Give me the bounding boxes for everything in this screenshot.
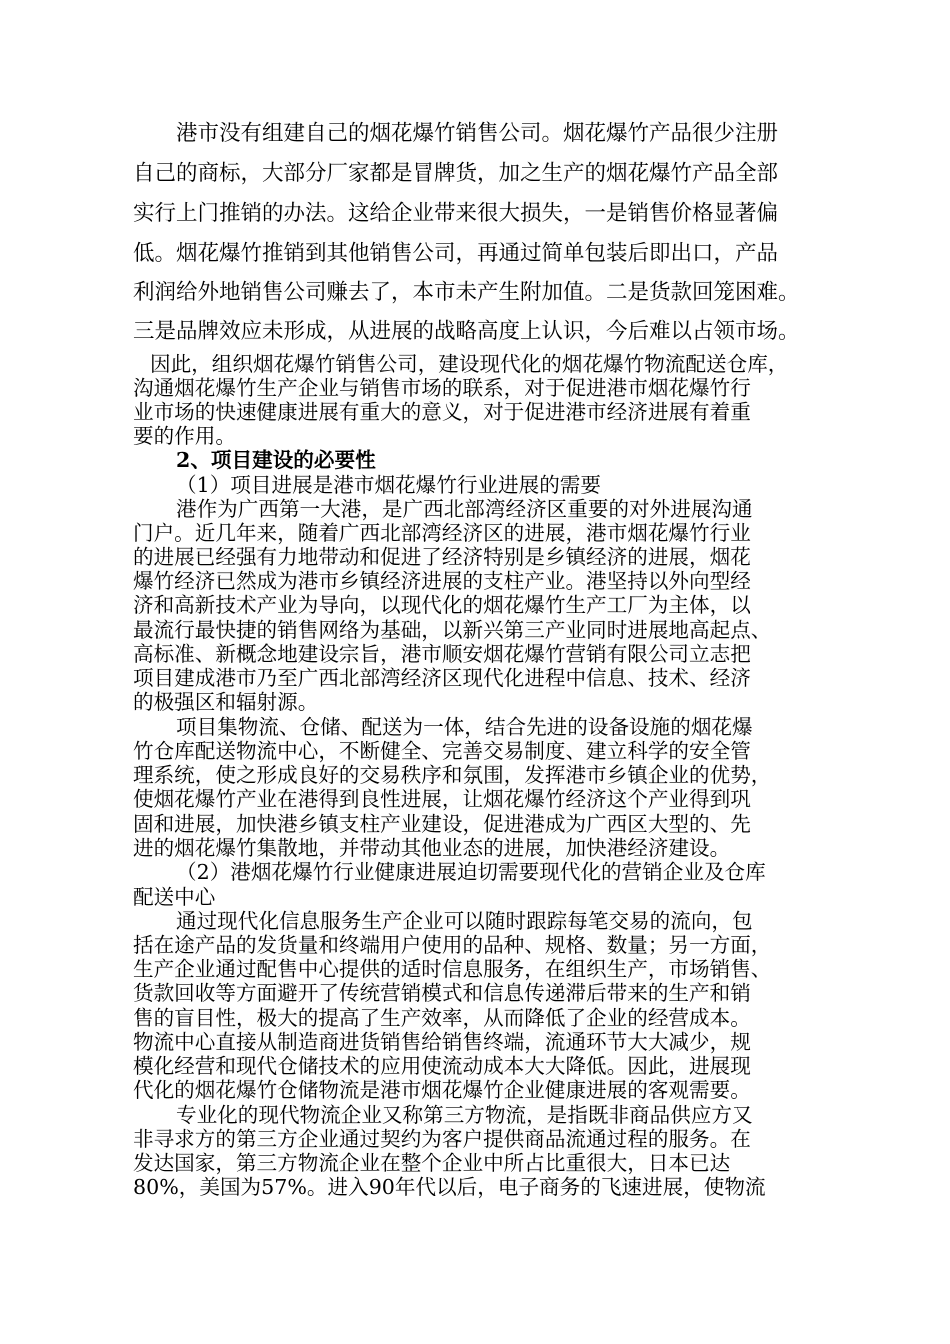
text-line: 三是品牌效应未形成，从进展的战略高度上认识，今后难以占领市场。 bbox=[133, 319, 800, 344]
text-line: 项目集物流、仓储、配送为一体，结合先进的设备设施的烟花爆 bbox=[176, 715, 753, 739]
text-line: 实行上门推销的办法。这给企业带来很大损失，一是销售价格显著偏 bbox=[133, 201, 779, 226]
text-line: 80%，美国为57%。进入90年代以后，电子商务的飞速进展，使物流 bbox=[133, 1175, 766, 1199]
text-line: 的进展已经强有力地带动和促进了经济特别是乡镇经济的进展，烟花 bbox=[133, 545, 751, 569]
text-line: 固和进展，加快港乡镇支柱产业建设，促进港成为广西区大型的、先 bbox=[133, 812, 751, 836]
text-line: 发达国家，第三方物流企业在整个企业中所占比重很大，日本已达 bbox=[133, 1151, 731, 1175]
text-line: 门户。近几年来，随着广西北部湾经济区的进展，港市烟花爆竹行业 bbox=[133, 521, 751, 545]
text-line: 的极强区和辐射源。 bbox=[133, 690, 319, 714]
text-line: 括在途产品的发货量和终端用户使用的品种、规格、数量；另一方面， bbox=[133, 933, 772, 957]
text-line: 理系统，使之形成良好的交易秩序和氛围，发挥港市乡镇企业的优势， bbox=[133, 763, 772, 787]
text-line: 竹仓库配送物流中心，不断健全、完善交易制度、建立科学的安全管 bbox=[133, 739, 751, 763]
text-line: 售的盲目性，极大的提高了生产效率，从而降低了企业的经营成本。 bbox=[133, 1006, 751, 1030]
text-line: 进的烟花爆竹集散地，并带动其他业态的进展，加快港经济建设。 bbox=[133, 836, 731, 860]
text-line: 货款回收等方面避开了传统营销模式和信息传递滞后带来的生产和销 bbox=[133, 981, 751, 1005]
text-line: 爆竹经济已然成为港市乡镇经济进展的支柱产业。港坚持以外向型经 bbox=[133, 569, 751, 593]
text-line: 代化的烟花爆竹仓储物流是港市烟花爆竹企业健康进展的客观需要。 bbox=[133, 1078, 751, 1102]
text-line: 通过现代化信息服务生产企业可以随时跟踪每笔交易的流向，包 bbox=[176, 909, 753, 933]
text-line: 因此，组织烟花爆竹销售公司，建设现代化的烟花爆竹物流配送仓库， bbox=[150, 352, 789, 376]
text-line: 项目建成港市乃至广西北部湾经济区现代化进程中信息、技术、经济 bbox=[133, 666, 751, 690]
text-line: （2）港烟花爆竹行业健康进展迫切需要现代化的营销企业及仓库 bbox=[176, 860, 766, 884]
text-line: 港作为广西第一大港，是广西北部湾经济区重要的对外进展沟通 bbox=[176, 497, 753, 521]
text-line: 使烟花爆竹产业在港得到良性进展，让烟花爆竹经济这个产业得到巩 bbox=[133, 787, 751, 811]
text-line: 专业化的现代物流企业又称第三方物流，是指既非商品供应方又 bbox=[176, 1103, 753, 1127]
text-line: 非寻求方的第三方企业通过契约为客户提供商品流通过程的服务。在 bbox=[133, 1127, 751, 1151]
text-line: 港市没有组建自己的烟花爆竹销售公司。烟花爆竹产品很少注册 bbox=[176, 121, 779, 146]
subsection-heading: （1）项目进展是港市烟花爆竹行业进展的需要 bbox=[176, 473, 601, 497]
text-line: 自己的商标，大部分厂家都是冒牌货，加之生产的烟花爆竹产品全部 bbox=[133, 161, 779, 186]
section-heading: 2、项目建设的必要性 bbox=[176, 448, 376, 472]
text-line: 利润给外地销售公司赚去了，本市未产生附加值。二是货款回笼困难。 bbox=[133, 280, 800, 305]
text-line: 配送中心 bbox=[133, 885, 216, 909]
text-line: 物流中心直接从制造商进货销售给销售终端，流通环节大大减少，规 bbox=[133, 1030, 751, 1054]
text-line: 业市场的快速健康进展有重大的意义，对于促进港市经济进展有着重 bbox=[133, 400, 751, 424]
text-line: 模化经营和现代仓储技术的应用使流动成本大大降低。因此，进展现 bbox=[133, 1054, 751, 1078]
text-line: 济和高新技术产业为导向，以现代化的烟花爆竹生产工厂为主体，以 bbox=[133, 593, 751, 617]
text-line: 最流行最快捷的销售网络为基础，以新兴第三产业同时进展地高起点、 bbox=[133, 618, 772, 642]
text-line: 要的作用。 bbox=[133, 424, 236, 448]
text-line: 沟通烟花爆竹生产企业与销售市场的联系，对于促进港市烟花爆竹行 bbox=[133, 376, 751, 400]
text-line: 高标准、新概念地建设宗旨，港市顺安烟花爆竹营销有限公司立志把 bbox=[133, 642, 751, 666]
text-line: 低。烟花爆竹推销到其他销售公司，再通过简单包装后即出口，产品 bbox=[133, 241, 779, 266]
text-line: 生产企业通过配售中心提供的适时信息服务，在组织生产，市场销售、 bbox=[133, 957, 772, 981]
